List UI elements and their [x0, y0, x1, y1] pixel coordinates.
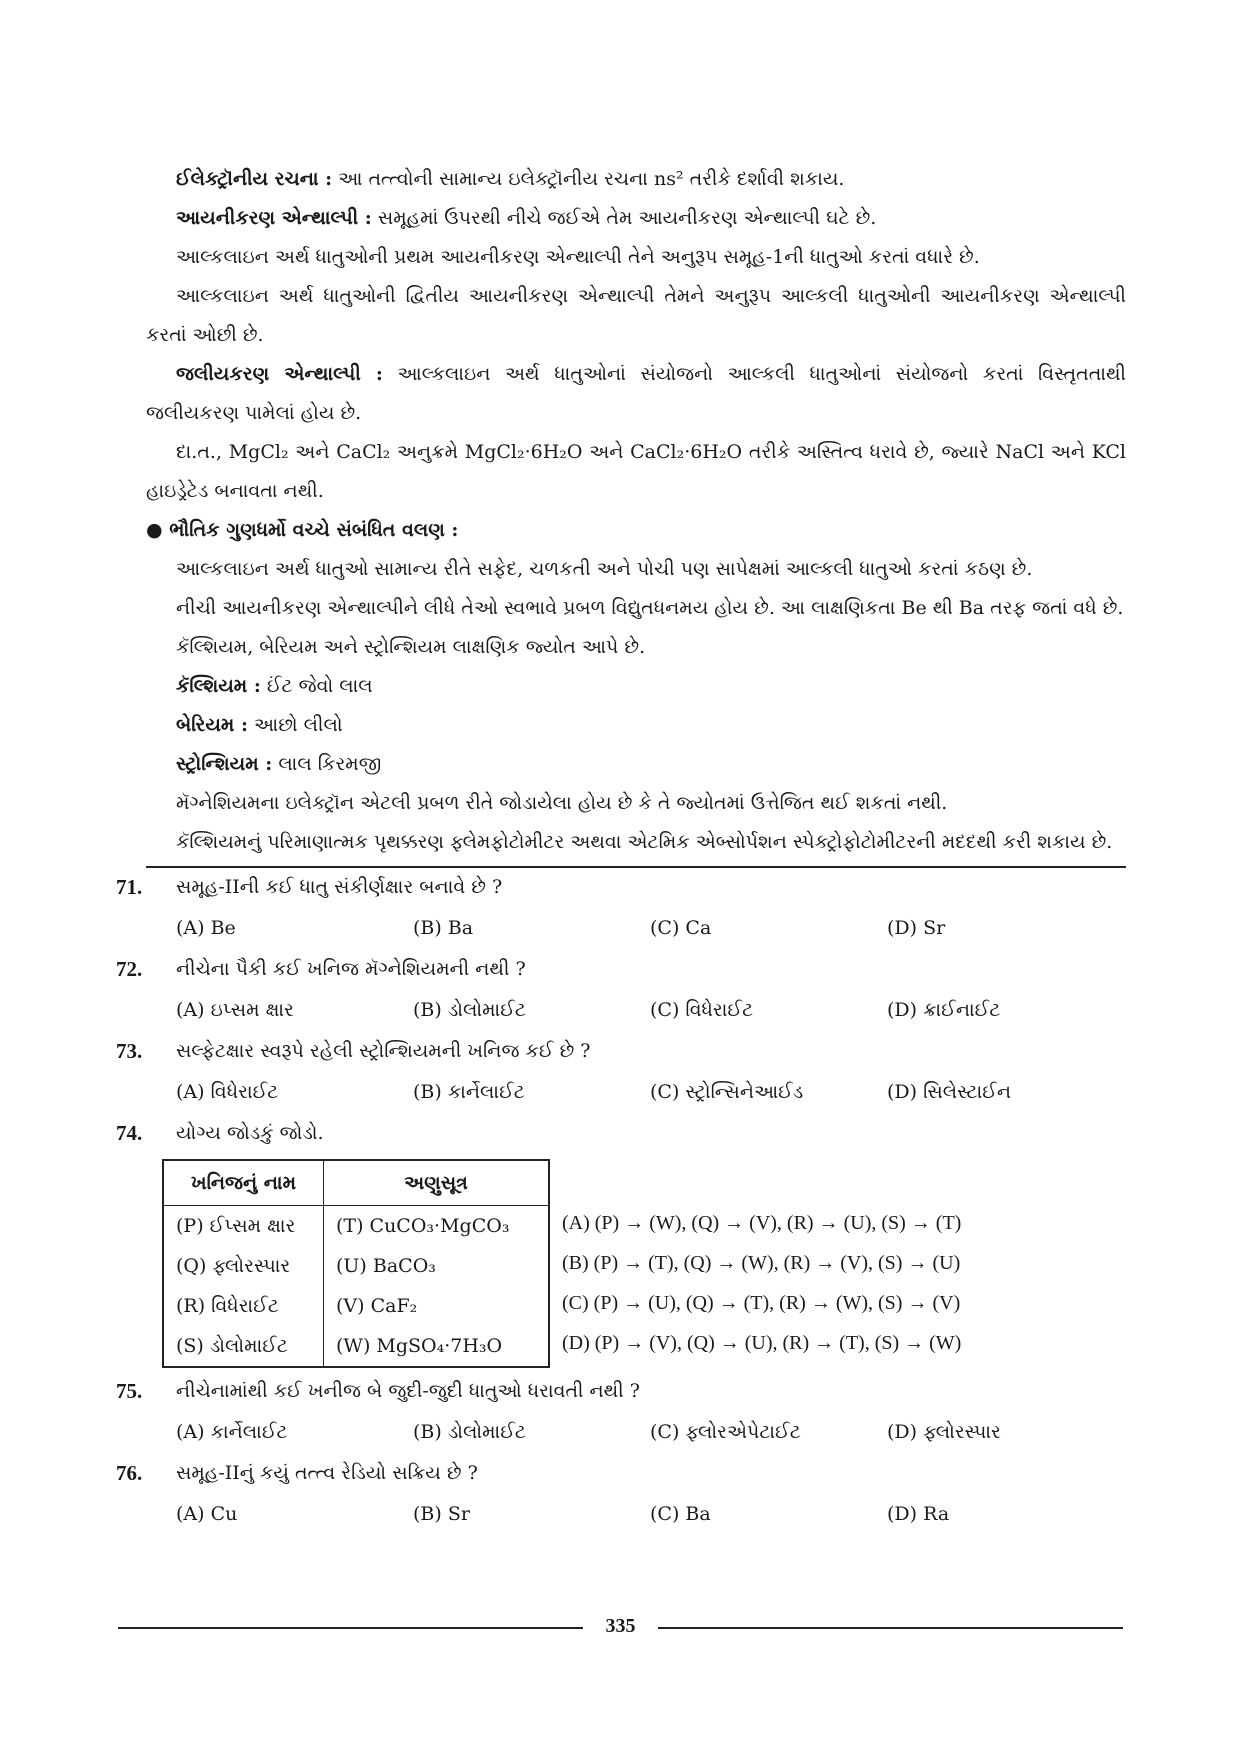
option-d: (D) ફ્લોરસ્પાર — [887, 1421, 1001, 1443]
option-d: (D) ક્રાઈનાઈટ — [887, 999, 1001, 1021]
term-label: કૅલ્શિયમ : — [176, 675, 261, 697]
match-header-row — [163, 1160, 549, 1206]
page-number-text: 335 — [592, 1615, 650, 1637]
page-content — [116, 160, 1126, 1536]
option-a: (A) વિધેરાઈટ — [176, 1081, 279, 1103]
question-text: સમૂહ-IIનું કયું તત્ત્વ રેડિયો સક્રિય છે ? — [176, 1462, 478, 1484]
question-text: નીચેનામાંથી કઈ ખનીજ બે જુદી-જુદી ધાતુઓ ધરાવતી નથી ? — [176, 1380, 640, 1402]
option-c: (C) Ca — [650, 917, 712, 939]
paragraph-electropositive: નીચી આયનીકરણ એન્થાલ્પીને લીધે તેઓ સ્વભાવે પ્રબળ વિદ્યુતધનમય હોય છે. આ લાક્ષણિકતા Be થી Ba તરફ જતાં વધે છે. — [176, 597, 1124, 619]
paragraph-strontium-flame — [146, 745, 1126, 784]
mineral-cell: (S) ડોલોમાઈટ — [163, 1326, 324, 1367]
question-text: નીચેના પૈકી કઈ ખનિજ મૅગ્નેશિયમની નથી ? — [176, 958, 526, 980]
paragraph-text: આછો લીલો — [247, 714, 343, 736]
match-table — [162, 1159, 550, 1368]
option-b: (B) ડોલોમાઈટ — [413, 999, 526, 1021]
option-d: (D) (P) → (V), (Q) → (U), (R) → (T), (S) → (W) — [562, 1332, 962, 1354]
question-number: 74. — [116, 1121, 143, 1145]
mineral-cell: (R) વિધેરાઈટ — [163, 1286, 324, 1326]
question-73 — [116, 1032, 1126, 1071]
option-d: (D) Sr — [887, 917, 946, 939]
question-number: 75. — [116, 1379, 143, 1403]
match-answer-options — [562, 1159, 961, 1363]
option-a: (A) કાર્નેલાઈટ — [176, 1421, 288, 1443]
question-number: 76. — [116, 1461, 143, 1485]
column-header-formula: અણુસૂત્ર — [324, 1160, 550, 1206]
formula-cell: (U) BaCO₃ — [324, 1246, 550, 1286]
option-b: (B) Sr — [413, 1503, 470, 1525]
term-label: બેરિયમ : — [176, 714, 248, 736]
option-c: (C) સ્ટ્રોન્સિનેઆઈડ — [650, 1081, 804, 1103]
paragraph-example: દા.ત., MgCl₂ અને CaCl₂ અનુક્રમે MgCl₂·6H₂O અને CaCl₂·6H₂O તરીકે અસ્તિત્વ ધરાવે છે, જ્યારે NaCl અને KCl હાઇડ્રેટેડ બનાવતા નથી. — [146, 441, 1126, 502]
option-a: (A) ઇપ્સમ ક્ષાર — [176, 999, 294, 1021]
option-b: (B) (P) → (T), (Q) → (W), (R) → (V), (S) → (U) — [562, 1252, 961, 1274]
options-72 — [146, 989, 1126, 1032]
question-number: 72. — [116, 957, 143, 981]
term-label: સ્ટ્રોન્શિયમ : — [176, 753, 273, 775]
table-row — [163, 1326, 549, 1367]
formula-cell: (V) CaF₂ — [324, 1286, 550, 1326]
paragraph-electronic-config — [146, 160, 1126, 199]
question-71 — [116, 868, 1126, 907]
options-76 — [146, 1493, 1126, 1536]
option-a: (A) Be — [176, 917, 236, 939]
paragraph-text: સમૂહમાં ઉપરથી નીચે જઈએ તેમ આયનીકરણ એન્થાલ્પી ઘટે છે. — [371, 207, 877, 229]
paragraph-text: આલ્કલાઇન અર્થ ધાતુઓનાં સંયોજનો આલ્કલી ધાતુઓનાં સંયોજનો કરતાં વિસ્તૃતતાથી જલીયકરણ પામેલાં હોય છે. — [146, 363, 1126, 424]
paragraph-first-ionization: આલ્કલાઇન અર્થ ધાતુઓની પ્રથમ આયનીકરણ એન્થાલ્પી તેને અનુરૂપ સમૂહ-1ની ધાતુઓ કરતાં વધારે છે. — [176, 246, 980, 268]
paragraph-flame-colour: કૅલ્શિયમ, બેરિયમ અને સ્ટ્રોન્શિયમ લાક્ષણિક જ્યોત આપે છે. — [176, 636, 646, 658]
section-heading-physical-properties: ● ભૌતિક ગુણધર્મો વચ્ચે સંબંધિત વલણ : — [146, 519, 459, 541]
option-d: (D) Ra — [887, 1503, 950, 1525]
term-label: ઈલેક્ટ્રૉનીય રચના : — [176, 168, 333, 190]
question-76 — [116, 1454, 1126, 1493]
question-text: યોગ્ય જોડકું જોડો. — [176, 1122, 324, 1144]
paragraph-magnesium: મૅગ્નેશિયમના ઇલેક્ટ્રૉન એટલી પ્રબળ રીતે જોડાયેલા હોય છે કે તે જ્યોતમાં ઉત્તેજિત થઈ શકતાં નથી. — [176, 792, 948, 814]
question-74 — [116, 1114, 1126, 1153]
option-a: (A) (P) → (W), (Q) → (V), (R) → (U), (S) → (T) — [562, 1212, 962, 1234]
question-number: 71. — [116, 875, 143, 899]
table-row — [163, 1206, 549, 1247]
question-number: 73. — [116, 1039, 143, 1063]
table-row — [163, 1246, 549, 1286]
page-footer — [118, 1617, 1123, 1637]
formula-cell: (W) MgSO₄·7H₃O — [324, 1326, 550, 1367]
mineral-cell: (P) ઈપ્સમ ક્ષાર — [163, 1206, 324, 1247]
page-number — [118, 1615, 1123, 1638]
option-d: (D) સિલેસ્ટાઈન — [887, 1081, 1012, 1103]
paragraph-calcium-flame — [146, 667, 1126, 706]
paragraph-text: લાલ કિરમજી — [272, 753, 382, 775]
option-b: (B) કાર્નેલાઈટ — [413, 1081, 525, 1103]
paragraph-text: ઈંટ જેવો લાલ — [260, 675, 373, 697]
match-section — [146, 1159, 1126, 1368]
formula-cell: (T) CuCO₃·MgCO₃ — [324, 1206, 550, 1247]
paragraph-barium-flame — [146, 706, 1126, 745]
option-c: (C) Ba — [650, 1503, 711, 1525]
options-75 — [146, 1411, 1126, 1454]
question-text: સલ્ફેટક્ષાર સ્વરૂપે રહેલી સ્ટ્રોન્શિયમની ખનિજ કઈ છે ? — [176, 1040, 591, 1062]
option-c: (C) (P) → (U), (Q) → (T), (R) → (W), (S) → (V) — [562, 1292, 961, 1314]
paragraph-hydration-enthalpy — [146, 355, 1126, 433]
paragraph-ionization-enthalpy — [146, 199, 1126, 238]
options-73 — [146, 1071, 1126, 1114]
term-label: જલીયકરણ એન્થાલ્પી : — [176, 363, 383, 385]
option-b: (B) Ba — [413, 917, 474, 939]
paragraph-calcium-analysis: કૅલ્શિયમનું પરિમાણાત્મક પૃથક્કરણ ફ્લેમફોટોમીટર અથવા એટમિક એબ્સોર્પશન સ્પેક્ટ્રોફોટોમીટરની મદદથી કરી શકાય છે. — [176, 831, 1113, 853]
paragraph-text: આ તત્ત્વોની સામાન્ય ઇલેક્ટ્રૉનીય રચના ns² તરીકે દર્શાવી શકાય. — [332, 168, 845, 190]
table-row — [163, 1286, 549, 1326]
paragraph-second-ionization: આલ્કલાઇન અર્થ ધાતુઓની દ્વિતીય આયનીકરણ એન્થાલ્પી તેમને અનુરૂપ આલ્કલી ધાતુઓની આયનીકરણ એન્થાલ્પી કરતાં ઓછી છે. — [146, 285, 1126, 346]
option-c: (C) વિધેરાઈટ — [650, 999, 754, 1021]
term-label: આયનીકરણ એન્થાલ્પી : — [176, 207, 372, 229]
options-71 — [146, 907, 1126, 950]
mineral-cell: (Q) ફ્લોરસ્પાર — [163, 1246, 324, 1286]
option-b: (B) ડોલોમાઈટ — [413, 1421, 526, 1443]
option-c: (C) ફ્લોરએપેટાઈટ — [650, 1421, 801, 1443]
column-header-mineral: ખનિજનું નામ — [163, 1160, 324, 1206]
paragraph-appearance: આલ્કલાઇન અર્થ ધાતુઓ સામાન્ય રીતે સફેદ, ચળકતી અને પોચી પણ સાપેક્ષમાં આલ્કલી ધાતુઓ કરતાં કઠણ છે. — [176, 558, 1033, 580]
question-text: સમૂહ-IIની કઈ ધાતુ સંકીર્ણક્ષાર બનાવે છે ? — [176, 876, 503, 898]
option-a: (A) Cu — [176, 1503, 238, 1525]
question-75 — [116, 1372, 1126, 1411]
question-72 — [116, 950, 1126, 989]
